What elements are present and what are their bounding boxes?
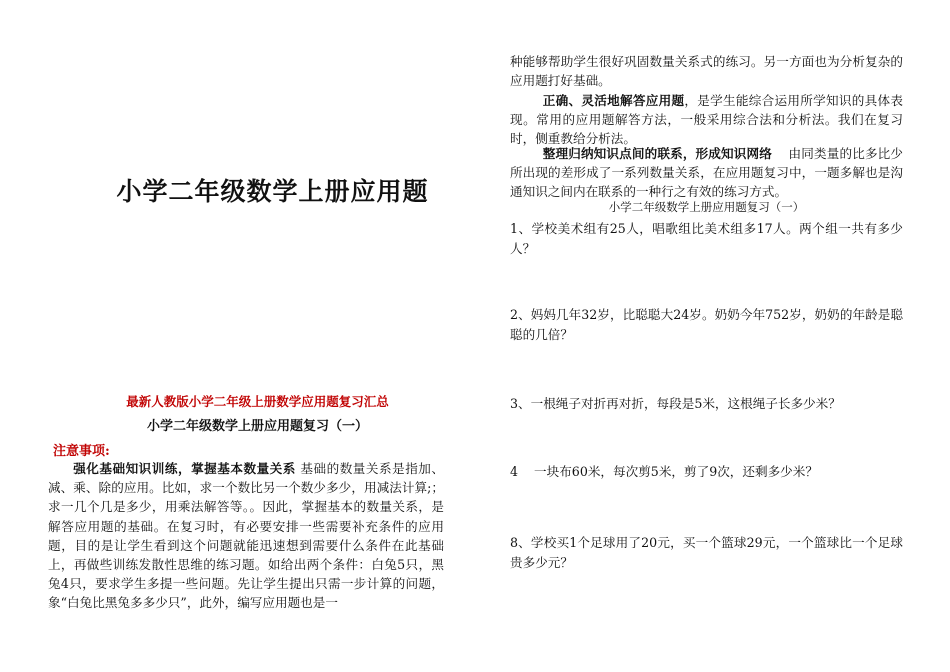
question-item: 3、一根绳子对折再对折，每段是5米，这根绳子长多少米？ [510, 396, 841, 411]
paragraph-body: 基础的数量关系是指加、减、乘、除的应用。比如，求一个数比另一个数少多少，用减法计算;；求一几个几是多少，用乘法解答等。。因此，掌握基本的数量关系，是解答应用题的基础。在复习时，有必要安排一些需要补充条件的应用题，目的是让学生看到这个问题就能迅速想到需要什么条件在此基础上，再做些训练发散性思维的练习题。如给出两个条件：白兔5只，黑兔4只，要求学生多提一些问题。先让学生提出只需一步计算的问题，象“白兔比黑兔多多少只”，此外，编写应用题也是一 [48, 461, 444, 611]
collection-heading: 最新人教版小学二年级上册数学应用题复习汇总 [126, 394, 389, 409]
paragraph-lead: 强化基础知识训练，掌握基本数量关系 [73, 461, 296, 476]
basic-knowledge-paragraph [48, 459, 444, 613]
paragraph-lead: 正确、灵活地解答应用题 [542, 93, 685, 108]
question-item: 4 一块布60米，每次剪5米，剪了9次，还剩多少米？ [510, 464, 818, 479]
notice-label: 注意事项: [53, 444, 110, 459]
document-title: 小学二年级数学上册应用题 [116, 177, 429, 206]
section-heading: 小学二年级数学上册应用题复习（一） [146, 419, 368, 434]
continued-paragraph: 种能够帮助学生很好巩固数量关系式的练习。另一方面也为分析复杂的应用题打好基础。 [510, 54, 903, 89]
paragraph-body: 由同类量的比多比少所出现的差形成了一系列数量关系，在应用题复习中，一题多解也是沟通知识之间内在联系的一种行之有效的练习方式。 [510, 146, 904, 200]
paragraph-body: ，是学生能综合运用所学知识的具体表现。常用的应用题解答方法，一般采用综合法和分析法。我们在复习时，侧重教给分析法。 [510, 93, 904, 147]
question-item: 8、学校买1个足球用了20元，买一个篮球29元，一个篮球比一个足球贵多少元？ [510, 535, 903, 570]
paragraph-lead: 整理归纳知识点间的联系，形成知识网络 [542, 146, 772, 161]
question-item: 1、学校美术组有25人，唱歌组比美术组多17人。两个组一共有多少人？ [510, 221, 903, 256]
review-title: 小学二年级数学上册应用题复习（一） [608, 200, 805, 214]
knowledge-network-paragraph [510, 144, 903, 202]
solving-paragraph [510, 91, 903, 149]
question-item: 2、妈妈几年32岁，比聪聪大24岁。奶奶今年752岁，奶奶的年龄是聪聪的几倍？ [510, 307, 903, 342]
